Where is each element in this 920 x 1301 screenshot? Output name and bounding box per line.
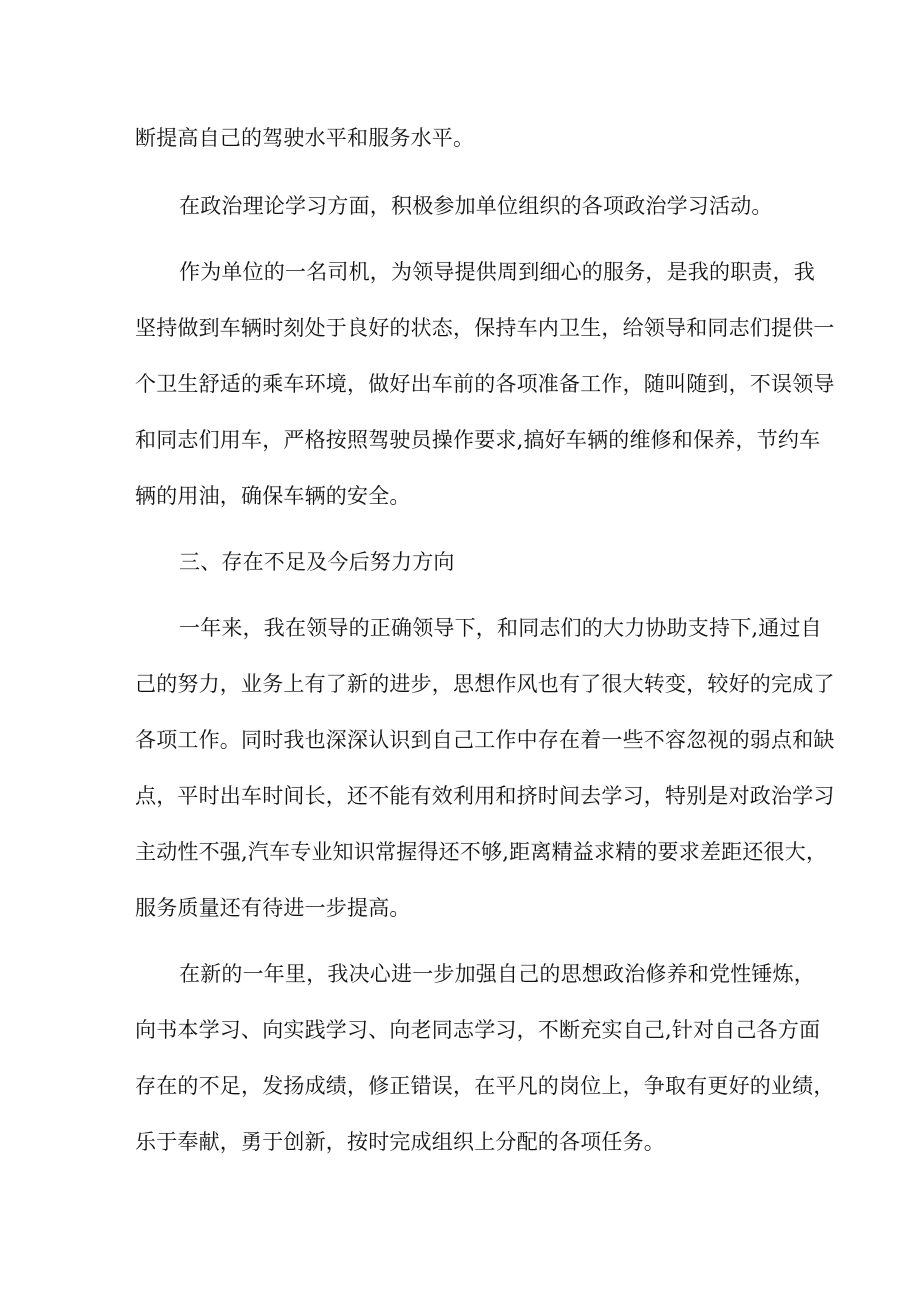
paragraph-line: 坚持做到车辆时刻处于良好的状态，保持车内卫生，给领导和同志们提供一 — [135, 316, 835, 340]
paragraph-line: 服务质量还有待进一步提高。 — [135, 896, 411, 920]
paragraph-line: 一年来，我在领导的正确领导下，和同志们的大力协助支持下,通过自 — [179, 616, 822, 640]
paragraph-line: 己的努力，业务上有了新的进步，思想作风也有了很大转变，较好的完成了 — [135, 672, 835, 696]
paragraph-line: 和同志们用车，严格按照驾驶员操作要求,搞好车辆的维修和保养，节约车 — [135, 428, 821, 452]
paragraph-line: 向书本学习、向实践学习、向老同志学习，不断充实自己,针对自己各方面 — [135, 1018, 821, 1042]
section-heading: 三、存在不足及今后努力方向 — [179, 550, 455, 574]
paragraph-line: 各项工作。同时我也深深认识到自己工作中存在着一些不容忽视的弱点和缺 — [135, 728, 835, 752]
paragraph-line: 在政治理论学习方面，积极参加单位组织的各项政治学习活动。 — [179, 194, 773, 218]
paragraph-line: 存在的不足，发扬成绩，修正错误，在平凡的岗位上，争取有更好的业绩， — [135, 1074, 835, 1098]
paragraph-line: 辆的用油，确保车辆的安全。 — [135, 484, 411, 508]
paragraph-line: 主动性不强,汽车专业知识常握得还不够,距离精益求精的要求差距还很大， — [135, 840, 828, 864]
paragraph-line: 断提高自己的驾驶水平和服务水平。 — [135, 126, 475, 150]
paragraph-line: 在新的一年里，我决心进一步加强自己的思想政治修养和党性锤炼， — [179, 962, 815, 986]
paragraph-line: 作为单位的一名司机，为领导提供周到细心的服务，是我的职责，我 — [179, 260, 815, 284]
paragraph-line: 个卫生舒适的乘车环境，做好出车前的各项准备工作，随叫随到，不误领导 — [135, 372, 835, 396]
paragraph-line: 乐于奉献，勇于创新，按时完成组织上分配的各项任务。 — [135, 1130, 665, 1154]
paragraph-line: 点，平时出车时间长，还不能有效利用和挤时间去学习，特别是对政治学习 — [135, 784, 835, 808]
